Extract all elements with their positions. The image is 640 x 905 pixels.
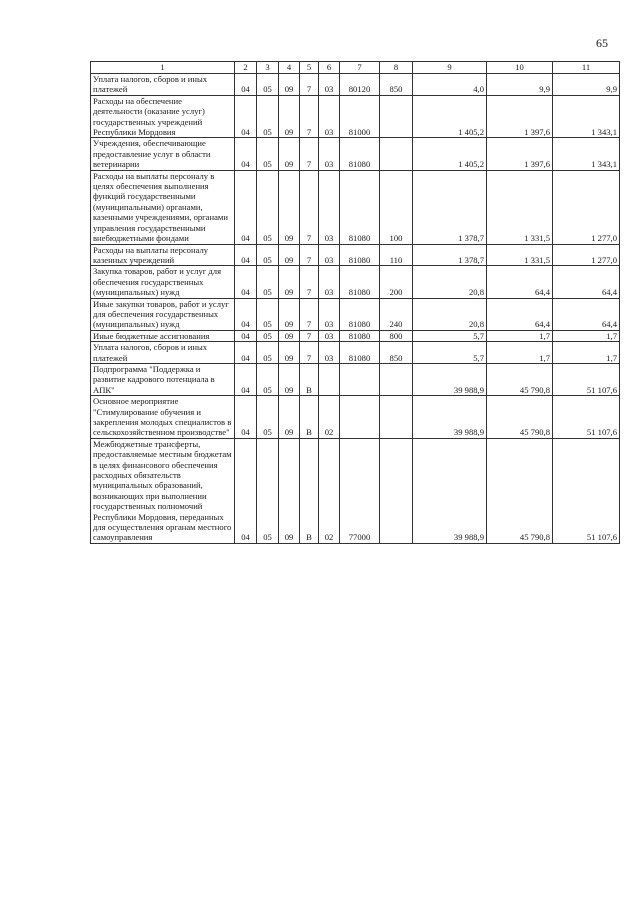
amount-year-2: 1,7 xyxy=(487,342,553,364)
code-expense-type: 200 xyxy=(380,266,413,298)
code-program: 7 xyxy=(300,298,319,330)
code-section: 05 xyxy=(257,266,279,298)
code-section: 05 xyxy=(257,298,279,330)
code-ministry: 04 xyxy=(235,396,257,439)
item-name: Расходы на выплаты персоналу казенных учреждений xyxy=(91,244,235,266)
code-direction: 81080 xyxy=(340,170,380,244)
code-ministry: 04 xyxy=(235,170,257,244)
code-program: 7 xyxy=(300,244,319,266)
code-program: 7 xyxy=(300,170,319,244)
table-row xyxy=(91,95,620,138)
code-main-event xyxy=(319,363,340,395)
amount-year-3: 1 343,1 xyxy=(553,138,620,170)
code-ministry: 04 xyxy=(235,138,257,170)
header-col-10: 10 xyxy=(487,62,553,74)
amount-year-1: 20,8 xyxy=(413,266,487,298)
amount-year-1: 1 405,2 xyxy=(413,95,487,138)
item-name: Межбюджетные трансферты, предоставляемые местным бюджетам в целях финансового обеспечения расходных обязательств муниципальных образований, возникающих при выполнении государственных полномочий Республики Мордовия, переданных для осуществления органам местного самоуправления xyxy=(91,438,235,543)
table-row xyxy=(91,138,620,170)
amount-year-3: 64,4 xyxy=(553,266,620,298)
amount-year-3: 1,7 xyxy=(553,342,620,364)
table-header-row xyxy=(91,62,620,74)
code-main-event: 03 xyxy=(319,298,340,330)
item-name: Подпрограмма "Поддержка и развитие кадрового потенциала в АПК" xyxy=(91,363,235,395)
code-section: 05 xyxy=(257,244,279,266)
table-row xyxy=(91,74,620,96)
amount-year-2: 64,4 xyxy=(487,266,553,298)
code-main-event: 03 xyxy=(319,74,340,96)
code-subsection: 09 xyxy=(279,438,300,543)
code-main-event: 02 xyxy=(319,396,340,439)
code-section: 05 xyxy=(257,396,279,439)
table-row xyxy=(91,266,620,298)
table-body xyxy=(91,62,620,544)
header-col-8: 8 xyxy=(380,62,413,74)
code-subsection: 09 xyxy=(279,74,300,96)
table-row xyxy=(91,438,620,543)
table-row xyxy=(91,396,620,439)
amount-year-3: 51 107,6 xyxy=(553,396,620,439)
code-section: 05 xyxy=(257,170,279,244)
amount-year-3: 9,9 xyxy=(553,74,620,96)
code-ministry: 04 xyxy=(235,266,257,298)
amount-year-1: 1 378,7 xyxy=(413,244,487,266)
code-direction: 77000 xyxy=(340,438,380,543)
amount-year-1: 5,7 xyxy=(413,330,487,341)
amount-year-2: 1 397,6 xyxy=(487,95,553,138)
header-col-7: 7 xyxy=(340,62,380,74)
item-name: Уплата налогов, сборов и иных платежей xyxy=(91,342,235,364)
code-subsection: 09 xyxy=(279,363,300,395)
code-direction: 81080 xyxy=(340,244,380,266)
code-program: В xyxy=(300,363,319,395)
code-ministry: 04 xyxy=(235,298,257,330)
code-subsection: 09 xyxy=(279,342,300,364)
page-number: 65 xyxy=(596,36,608,50)
header-col-4: 4 xyxy=(279,62,300,74)
code-ministry: 04 xyxy=(235,438,257,543)
amount-year-2: 45 790,8 xyxy=(487,363,553,395)
code-program: 7 xyxy=(300,138,319,170)
code-direction: 80120 xyxy=(340,74,380,96)
amount-year-1: 5,7 xyxy=(413,342,487,364)
header-col-5: 5 xyxy=(300,62,319,74)
amount-year-2: 9,9 xyxy=(487,74,553,96)
code-expense-type: 800 xyxy=(380,330,413,341)
header-col-6: 6 xyxy=(319,62,340,74)
amount-year-1: 39 988,9 xyxy=(413,438,487,543)
code-main-event: 03 xyxy=(319,266,340,298)
code-section: 05 xyxy=(257,330,279,341)
code-expense-type xyxy=(380,95,413,138)
code-ministry: 04 xyxy=(235,95,257,138)
code-program: 7 xyxy=(300,266,319,298)
code-expense-type: 240 xyxy=(380,298,413,330)
code-section: 05 xyxy=(257,342,279,364)
amount-year-3: 51 107,6 xyxy=(553,438,620,543)
code-main-event: 03 xyxy=(319,244,340,266)
code-main-event: 03 xyxy=(319,170,340,244)
code-subsection: 09 xyxy=(279,266,300,298)
amount-year-3: 1,7 xyxy=(553,330,620,341)
item-name: Иные закупки товаров, работ и услуг для обеспечения государственных (муниципальных) нужд xyxy=(91,298,235,330)
amount-year-2: 1 397,6 xyxy=(487,138,553,170)
code-main-event: 03 xyxy=(319,342,340,364)
code-program: 7 xyxy=(300,74,319,96)
amount-year-3: 51 107,6 xyxy=(553,363,620,395)
amount-year-1: 39 988,9 xyxy=(413,363,487,395)
code-direction: 81000 xyxy=(340,95,380,138)
code-direction: 81080 xyxy=(340,298,380,330)
code-main-event: 02 xyxy=(319,438,340,543)
table-row xyxy=(91,244,620,266)
code-expense-type: 100 xyxy=(380,170,413,244)
code-main-event: 03 xyxy=(319,95,340,138)
code-expense-type xyxy=(380,363,413,395)
table-row xyxy=(91,298,620,330)
amount-year-2: 64,4 xyxy=(487,298,553,330)
code-expense-type: 850 xyxy=(380,74,413,96)
header-col-9: 9 xyxy=(413,62,487,74)
code-expense-type: 110 xyxy=(380,244,413,266)
code-program: 7 xyxy=(300,330,319,341)
amount-year-1: 4,0 xyxy=(413,74,487,96)
code-subsection: 09 xyxy=(279,95,300,138)
amount-year-3: 1 277,0 xyxy=(553,170,620,244)
code-subsection: 09 xyxy=(279,170,300,244)
code-subsection: 09 xyxy=(279,138,300,170)
code-direction xyxy=(340,396,380,439)
table-row xyxy=(91,330,620,341)
code-section: 05 xyxy=(257,138,279,170)
code-direction: 81080 xyxy=(340,266,380,298)
header-col-1: 1 xyxy=(91,62,235,74)
code-expense-type: 850 xyxy=(380,342,413,364)
amount-year-2: 1,7 xyxy=(487,330,553,341)
table-row xyxy=(91,342,620,364)
item-name: Закупка товаров, работ и услуг для обеспечения государственных (муниципальных) нужд xyxy=(91,266,235,298)
code-ministry: 04 xyxy=(235,74,257,96)
code-direction xyxy=(340,363,380,395)
item-name: Уплата налогов, сборов и иных платежей xyxy=(91,74,235,96)
amount-year-2: 45 790,8 xyxy=(487,396,553,439)
code-program: В xyxy=(300,438,319,543)
code-expense-type xyxy=(380,138,413,170)
code-subsection: 09 xyxy=(279,298,300,330)
code-ministry: 04 xyxy=(235,330,257,341)
amount-year-1: 1 378,7 xyxy=(413,170,487,244)
amount-year-1: 1 405,2 xyxy=(413,138,487,170)
code-section: 05 xyxy=(257,74,279,96)
code-section: 05 xyxy=(257,438,279,543)
item-name: Основное мероприятие "Стимулирование обучения и закрепления молодых специалистов в сельскохозяйственном производстве" xyxy=(91,396,235,439)
item-name: Учреждения, обеспечивающие предоставление услуг в области ветеринарии xyxy=(91,138,235,170)
code-program: 7 xyxy=(300,95,319,138)
budget-table xyxy=(90,61,620,544)
amount-year-3: 64,4 xyxy=(553,298,620,330)
item-name: Расходы на обеспечение деятельности (оказание услуг) государственных учреждений Республики Мордовия xyxy=(91,95,235,138)
code-ministry: 04 xyxy=(235,363,257,395)
code-ministry: 04 xyxy=(235,342,257,364)
code-main-event: 03 xyxy=(319,330,340,341)
amount-year-1: 39 988,9 xyxy=(413,396,487,439)
header-col-11: 11 xyxy=(553,62,620,74)
code-direction: 81080 xyxy=(340,138,380,170)
code-expense-type xyxy=(380,438,413,543)
code-ministry: 04 xyxy=(235,244,257,266)
code-direction: 81080 xyxy=(340,330,380,341)
code-program: В xyxy=(300,396,319,439)
code-direction: 81080 xyxy=(340,342,380,364)
code-subsection: 09 xyxy=(279,244,300,266)
amount-year-3: 1 277,0 xyxy=(553,244,620,266)
item-name: Расходы на выплаты персоналу в целях обеспечения выполнения функций государственными (муниципальными) органами, казенными учреждениями, органами управления государственными внебюджетными фондами xyxy=(91,170,235,244)
code-subsection: 09 xyxy=(279,396,300,439)
amount-year-2: 1 331,5 xyxy=(487,244,553,266)
header-col-2: 2 xyxy=(235,62,257,74)
code-program: 7 xyxy=(300,342,319,364)
code-section: 05 xyxy=(257,363,279,395)
amount-year-1: 20,8 xyxy=(413,298,487,330)
amount-year-3: 1 343,1 xyxy=(553,95,620,138)
code-expense-type xyxy=(380,396,413,439)
code-main-event: 03 xyxy=(319,138,340,170)
item-name: Иные бюджетные ассигнования xyxy=(91,330,235,341)
code-subsection: 09 xyxy=(279,330,300,341)
amount-year-2: 1 331,5 xyxy=(487,170,553,244)
table-row xyxy=(91,363,620,395)
code-section: 05 xyxy=(257,95,279,138)
table-row xyxy=(91,170,620,244)
header-col-3: 3 xyxy=(257,62,279,74)
amount-year-2: 45 790,8 xyxy=(487,438,553,543)
